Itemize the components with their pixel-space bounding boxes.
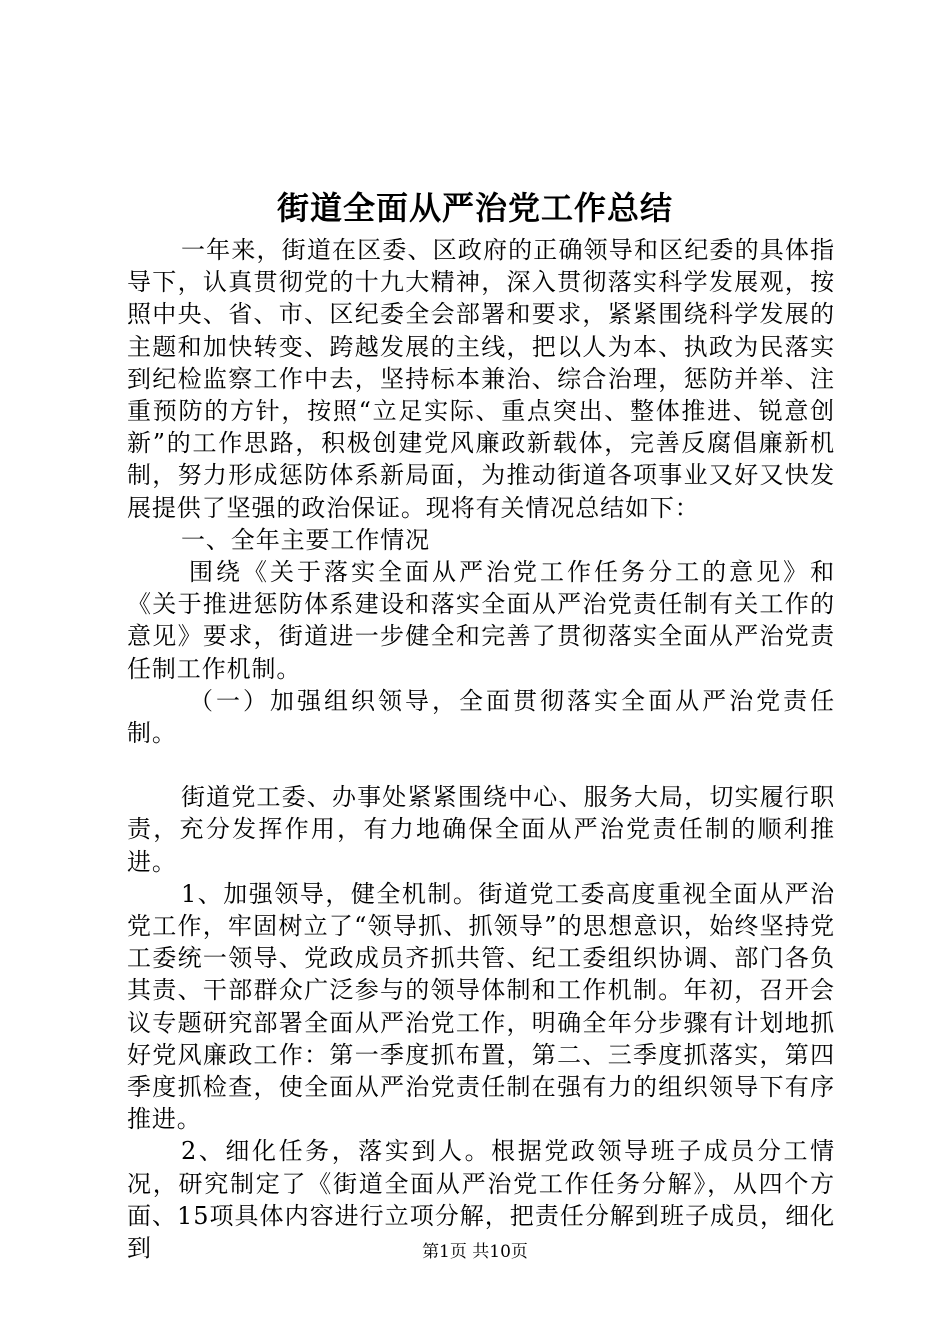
paragraph-guidelines: 围绕《关于落实全面从严治党工作任务分工的意见》和《关于推进惩防体系建设和落实全面从严治党责任制有关工作的意见》要求，街道进一步健全和完善了贯彻落实全面从严治党责任制工作机制。 [127, 558, 835, 683]
document-title: 街道全面从严治党工作总结 [276, 189, 673, 227]
subsection-heading-1: （一）加强组织领导，全面贯彻落实全面从严治党责任制。 [127, 686, 835, 748]
document-body [127, 234, 835, 1264]
paragraph-item-2: 2、细化任务，落实到人。根据党政领导班子成员分工情况，研究制定了《街道全面从严治党工作任务分解》，从四个方面、15项具体内容进行立项分解，把责任分解到班子成员，细化到 [127, 1137, 835, 1263]
section-heading-1: 一、全年主要工作情况 [181, 525, 430, 554]
intro-paragraph: 一年来，街道在区委、区政府的正确领导和区纪委的具体指导下，认真贯彻党的十九大精神，深入贯彻落实科学发展观，按照中央、省、市、区纪委全会部署和要求，紧紧围绕科学发展的主题和加快转变、跨越发展的主线，把以人为本、执政为民落实到纪检监察工作中去，坚持标本兼治、综合治理，惩防并举、注重预防的方针，按照“立足实际、重点突出、整体推进、锐意创新”的工作思路，积极创建党风廉政新载体，完善反腐倡廉新机制，努力形成惩防体系新局面，为推动街道各项事业又好又快发展提供了坚强的政治保证。现将有关情况总结如下： [127, 236, 835, 522]
paragraph-party-committee: 街道党工委、办事处紧紧围绕中心、服务大局，切实履行职责，充分发挥作用，有力地确保全面从严治党责任制的顺利推进。 [127, 783, 835, 876]
page-footer: 第1页 共10页 [422, 1242, 528, 1262]
blank-line [127, 749, 835, 781]
paragraph-item-1: 1、加强领导，健全机制。街道党工委高度重视全面从严治党工作，牢固树立了“领导抓、抓领导”的思想意识，始终坚持党工委统一领导、党政成员齐抓共管、纪工委组织协调、部门各负其责、干部群众广泛参与的领导体制和工作机制。年初，召开会议专题研究部署全面从严治党工作，明确全年分步骤有计划地抓好党风廉政工作：第一季度抓布置，第二、三季度抓落实，第四季度抓检查，使全面从严治党责任制在强有力的组织领导下有序推进。 [127, 879, 835, 1134]
